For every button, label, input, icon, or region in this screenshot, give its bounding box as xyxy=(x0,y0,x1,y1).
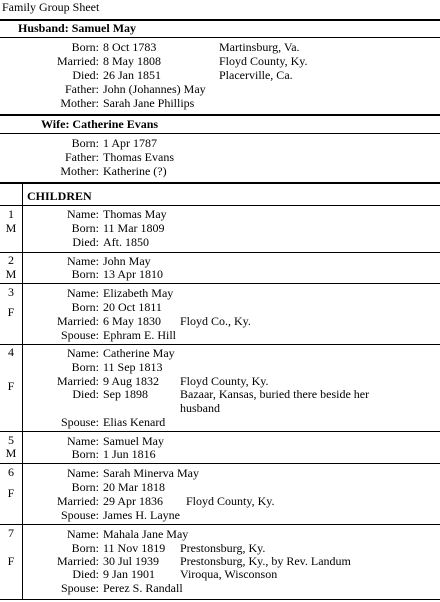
child-sex: M xyxy=(5,221,17,235)
born-label: Born: xyxy=(71,267,99,281)
child-sex: F xyxy=(7,554,15,568)
married-date: 9 Aug 1832 xyxy=(103,374,160,388)
divider xyxy=(0,205,440,206)
married-place: Floyd Co., Ky. xyxy=(180,314,251,328)
married-date: 6 May 1830 xyxy=(103,314,161,328)
born-date: 11 Mar 1809 xyxy=(103,221,165,235)
child-name: Catherine May xyxy=(103,346,175,360)
died-label: Died: xyxy=(72,567,99,581)
spouse-label: Spouse: xyxy=(60,508,99,522)
married-place: Floyd County, Ky. xyxy=(186,494,275,508)
born-place: Prestonsburg, Ky. xyxy=(180,541,266,555)
child-number: 5 xyxy=(8,433,14,447)
born-date: 1 Jun 1816 xyxy=(103,447,156,461)
married-label: Married: xyxy=(57,494,99,508)
divider xyxy=(0,114,440,116)
husband-heading: Husband: Samuel May xyxy=(18,21,137,35)
died-place-continued: husband xyxy=(180,401,220,415)
name-label: Name: xyxy=(67,207,99,221)
name-label: Name: xyxy=(67,254,99,268)
born-label: Born: xyxy=(71,541,99,555)
mother-label: Mother: xyxy=(60,164,99,178)
child-number: 7 xyxy=(8,526,14,540)
divider xyxy=(0,283,440,284)
born-label: Born: xyxy=(71,300,99,314)
died-label: Died: xyxy=(72,387,99,401)
father-name: John (Johannes) May xyxy=(103,82,206,96)
died-date: 9 Jan 1901 xyxy=(103,567,155,581)
divider xyxy=(0,37,440,38)
married-label: Married: xyxy=(57,314,99,328)
married-label: Married: xyxy=(57,554,99,568)
child-sex: F xyxy=(7,305,15,319)
born-date: 11 Nov 1819 xyxy=(103,541,166,555)
married-place: Floyd County, Ky. xyxy=(219,54,308,68)
spouse-name: Elias Kenard xyxy=(103,415,166,429)
died-date: Aft. 1850 xyxy=(103,235,149,249)
born-label: Born: xyxy=(71,221,99,235)
divider xyxy=(0,252,440,253)
died-place: Viroqua, Wisconson xyxy=(180,567,278,581)
child-name: Elizabeth May xyxy=(103,286,174,300)
child-sex: M xyxy=(5,267,17,281)
divider xyxy=(0,463,440,464)
child-name: John May xyxy=(103,254,151,268)
born-label: Born: xyxy=(71,136,99,150)
married-date: 8 May 1808 xyxy=(103,54,161,68)
died-label: Died: xyxy=(72,235,99,249)
mother-name: Sarah Jane Phillips xyxy=(103,96,195,110)
born-label: Born: xyxy=(71,360,99,374)
child-sex: F xyxy=(7,486,15,500)
born-label: Born: xyxy=(71,40,99,54)
spouse-label: Spouse: xyxy=(60,328,99,342)
spouse-name: Ephram E. Hill xyxy=(103,328,176,342)
child-number: 3 xyxy=(8,285,14,299)
married-date: 29 Apr 1836 xyxy=(103,494,163,508)
died-date: 26 Jan 1851 xyxy=(103,68,161,82)
name-label: Name: xyxy=(67,434,99,448)
married-label: Married: xyxy=(57,374,99,388)
child-number: 2 xyxy=(8,253,14,267)
born-date: 13 Apr 1810 xyxy=(103,267,163,281)
married-date: 30 Jul 1939 xyxy=(103,554,160,568)
child-name: Thomas May xyxy=(103,207,167,221)
child-number: 1 xyxy=(8,207,14,221)
born-place: Martinsburg, Va. xyxy=(219,40,300,54)
child-name: Mahala Jane May xyxy=(103,527,189,541)
divider xyxy=(0,133,440,134)
father-name: Thomas Evans xyxy=(103,150,174,164)
name-label: Name: xyxy=(67,286,99,300)
mother-label: Mother: xyxy=(60,96,99,110)
divider xyxy=(0,431,440,432)
died-date: Sep 1898 xyxy=(103,387,148,401)
divider xyxy=(0,599,440,600)
name-label: Name: xyxy=(67,466,99,480)
spouse-label: Spouse: xyxy=(60,581,99,595)
born-date: 11 Sep 1813 xyxy=(103,360,163,374)
born-date: 20 Oct 1811 xyxy=(103,300,162,314)
married-place: Floyd County, Ky. xyxy=(180,374,269,388)
child-number: 6 xyxy=(8,465,14,479)
born-label: Born: xyxy=(71,447,99,461)
born-label: Born: xyxy=(71,480,99,494)
born-date: 20 Mar 1818 xyxy=(103,480,165,494)
number-column-divider xyxy=(22,184,23,600)
child-sex: F xyxy=(7,379,15,393)
father-label: Father: xyxy=(65,82,99,96)
wife-heading: Wife: Catherine Evans xyxy=(41,117,159,131)
spouse-label: Spouse: xyxy=(60,415,99,429)
child-sex: M xyxy=(5,446,17,460)
father-label: Father: xyxy=(65,150,99,164)
divider xyxy=(0,524,440,525)
spouse-name: Perez S. Randall xyxy=(103,581,183,595)
died-place: Placerville, Ca. xyxy=(219,68,293,82)
spouse-name: James H. Layne xyxy=(103,508,180,522)
married-label: Married: xyxy=(57,54,99,68)
died-place: Bazaar, Kansas, buried there beside her xyxy=(180,387,370,401)
died-label: Died: xyxy=(72,68,99,82)
born-date: 1 Apr 1787 xyxy=(103,136,157,150)
born-date: 8 Oct 1783 xyxy=(103,40,157,54)
divider xyxy=(0,182,440,184)
name-label: Name: xyxy=(67,527,99,541)
children-heading: CHILDREN xyxy=(27,189,92,203)
child-name: Sarah Minerva May xyxy=(103,466,199,480)
child-number: 4 xyxy=(8,345,14,359)
mother-name: Katherine (?) xyxy=(103,164,167,178)
child-name: Samuel May xyxy=(103,434,164,448)
page-title: Family Group Sheet xyxy=(2,0,100,14)
name-label: Name: xyxy=(67,346,99,360)
married-place: Prestonsburg, Ky., by Rev. Landum xyxy=(180,554,351,568)
divider xyxy=(0,344,440,345)
